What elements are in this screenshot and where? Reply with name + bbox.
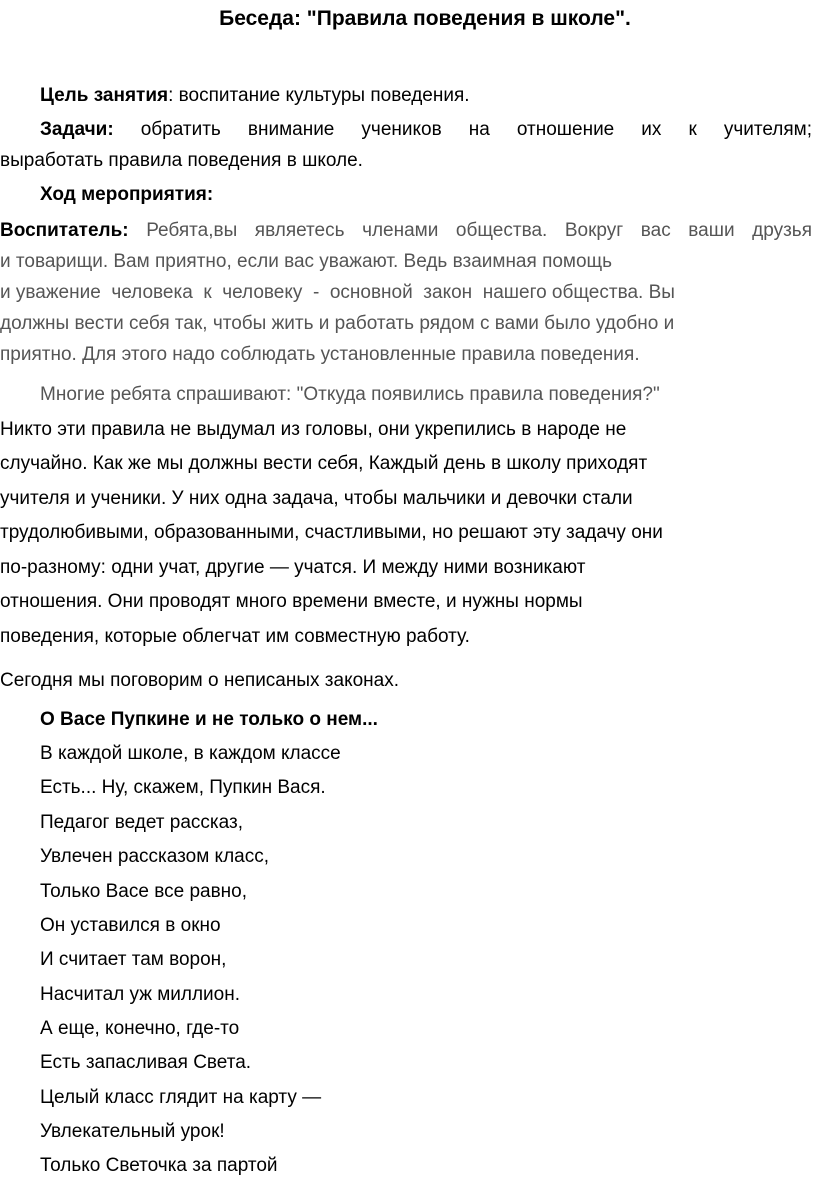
- poem-line: Увлечен рассказом класс,: [40, 846, 270, 867]
- today-paragraph: Сегодня мы поговорим о неписаных законах.: [0, 670, 400, 691]
- rules-line-6: по-разному: одни учат, другие — учатся. И между ними возникают: [0, 556, 586, 578]
- poem-line: Есть... Ну, скажем, Пупкин Вася.: [40, 777, 326, 798]
- poem-line: Целый класс глядит на карту —: [40, 1087, 322, 1108]
- teacher-text-1: Ребята,вы являетесь членами общества. Вокруг вас ваши друзья: [128, 220, 812, 241]
- rules-line-1: [0, 378, 812, 413]
- tasks-paragraph-line1: [0, 114, 812, 145]
- rules-line-8: поведения, которые облегчат им совместную работу.: [0, 625, 470, 647]
- poem-line: Только Светочка за партой: [40, 1155, 278, 1176]
- rules-line-3: случайно. Как же мы должны вести себя, Каждый день в школу приходят: [0, 453, 648, 474]
- rules-line-1-text: Многие ребята спрашивают: "Откуда появились правила поведения?": [40, 384, 660, 405]
- rules-line-7: отношения. Они проводят много времени вместе, и нужны нормы: [0, 591, 583, 612]
- goal-text: : воспитание культуры поведения.: [168, 85, 470, 106]
- procedure-heading: Ход мероприятия:: [40, 184, 214, 205]
- goal-label: Цель занятия: [40, 85, 169, 106]
- rules-line-4: учителя и ученики. У них одна задача, чтобы мальчики и девочки стали: [0, 487, 633, 509]
- poem-line: А еще, конечно, где-то: [40, 1018, 240, 1039]
- poem-title: О Васе Пупкине и не только о нем...: [40, 709, 378, 730]
- document-title: Беседа: "Правила поведения в школе".: [219, 7, 631, 30]
- poem-line: Есть запасливая Света.: [40, 1052, 252, 1073]
- teacher-paragraph: [0, 215, 812, 370]
- poem-line: Он уставился в окно: [40, 915, 221, 936]
- tasks-label: Задачи:: [40, 119, 114, 140]
- poem-line: Только Васе все равно,: [40, 881, 248, 902]
- poem-line: И считает там ворон,: [40, 949, 227, 970]
- rules-line-2: Никто эти правила не выдумал из головы, они укрепились в народе не: [0, 418, 627, 440]
- teacher-label: Воспитатель:: [0, 220, 129, 241]
- rules-paragraph: [0, 378, 812, 654]
- goal-paragraph: [40, 80, 470, 111]
- teacher-line-5: приятно. Для этого надо соблюдать установленные правила поведения.: [0, 344, 640, 365]
- poem-line: Увлекательный урок!: [40, 1121, 225, 1142]
- tasks-text-line1: обратить внимание учеников на отношение их к учителям;: [113, 119, 812, 140]
- poem-line: В каждой школе, в каждом классе: [40, 743, 341, 764]
- teacher-line-1: [0, 215, 812, 246]
- teacher-line-2: и товарищи. Вам приятно, если вас уважают. Ведь взаимная помощь: [0, 251, 613, 272]
- poem-line: Педагог ведет рассказ,: [40, 812, 243, 833]
- teacher-line-3: и уважение человека к человеку - основной закон нашего общества. Вы: [0, 282, 675, 303]
- teacher-line-4: должны вести себя так, чтобы жить и работать рядом с вами было удобно и: [0, 313, 675, 334]
- tasks-text-line2: выработать правила поведения в школе.: [0, 150, 363, 171]
- rules-line-5: трудолюбивыми, образованными, счастливыми, но решают эту задачу они: [0, 522, 663, 543]
- poem-line: Насчитал уж миллион.: [40, 984, 241, 1005]
